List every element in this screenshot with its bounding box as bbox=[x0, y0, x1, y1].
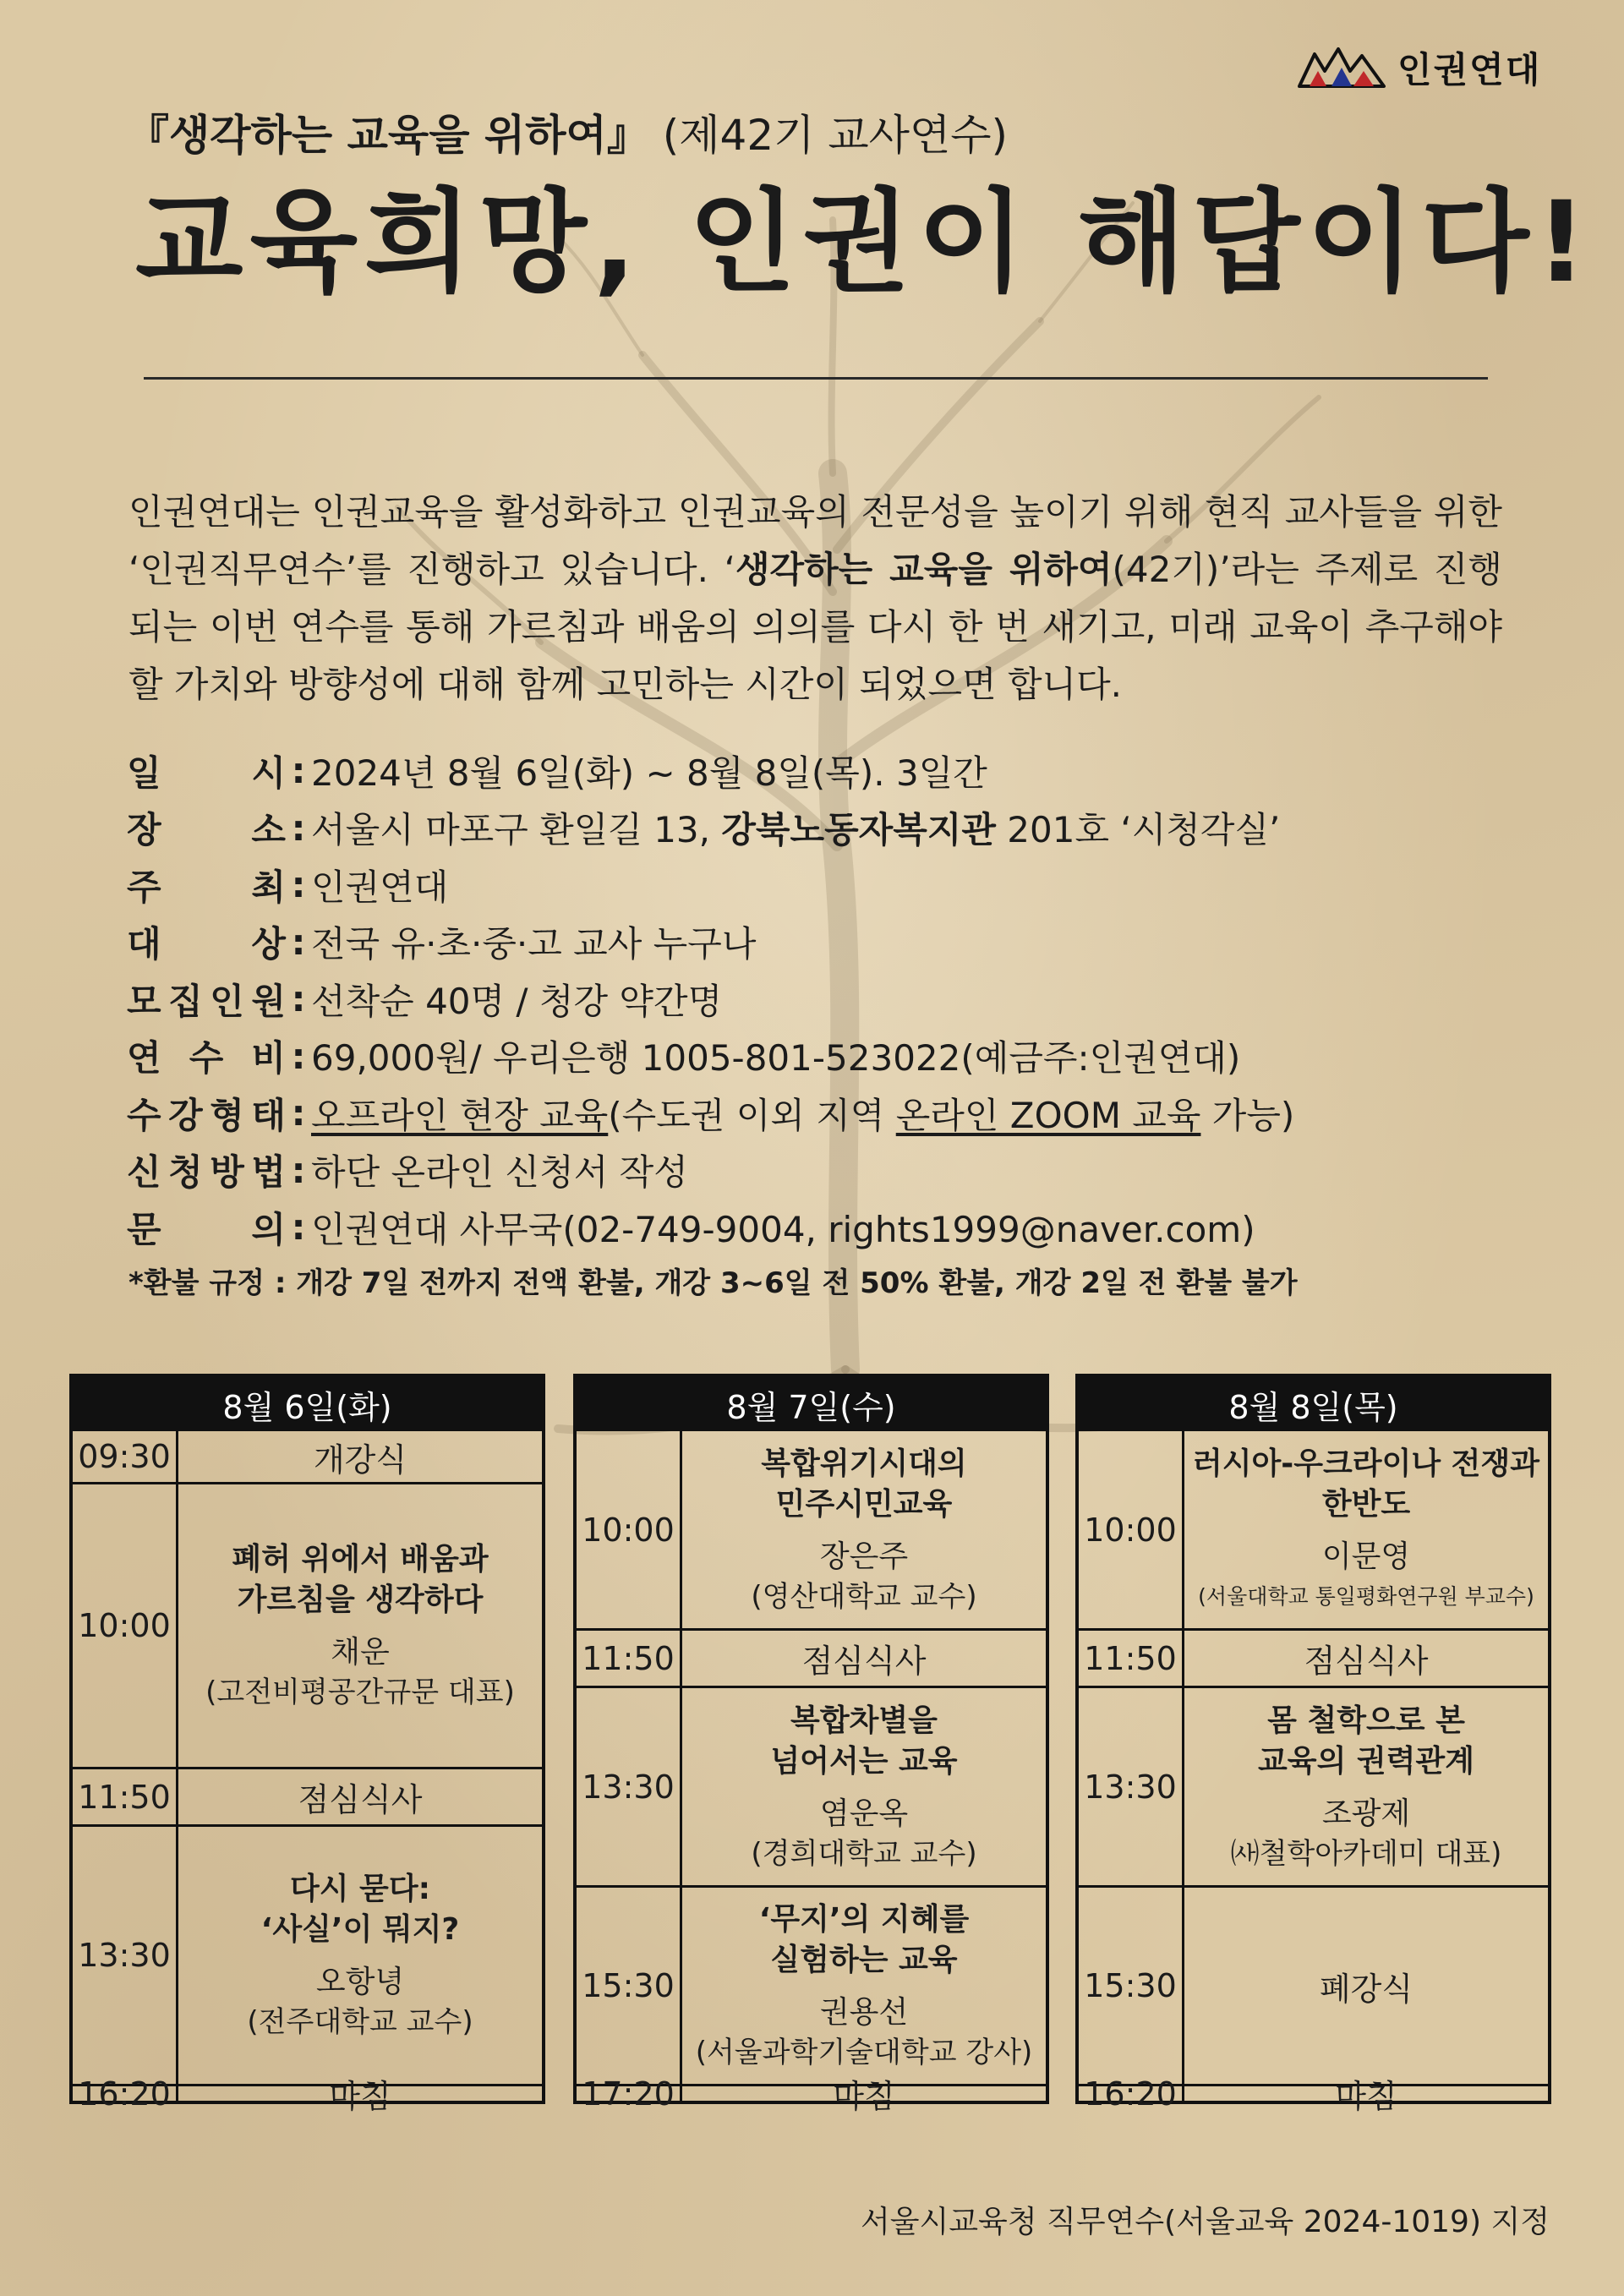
schedule-slot bbox=[1079, 2075, 1548, 2115]
slot-text: 마침 bbox=[1335, 2078, 1397, 2115]
place-venue: 강북노동자복지관 bbox=[721, 809, 996, 851]
mountains-logo-icon bbox=[1298, 46, 1386, 90]
slot-content bbox=[682, 1888, 1046, 2084]
info-label-host bbox=[127, 860, 286, 910]
slot-content bbox=[682, 2078, 1046, 2115]
slot-text: 마침 bbox=[833, 2078, 895, 2115]
session-title-line2: 교육의 권력관계 bbox=[1258, 1743, 1474, 1779]
session-speaker: 조광제 bbox=[1321, 1796, 1411, 1831]
slot-content bbox=[178, 1484, 542, 1767]
slot-time: 15:30 bbox=[1079, 1888, 1184, 2084]
info-colon: : bbox=[291, 864, 306, 906]
slot-content bbox=[1184, 1431, 1548, 1628]
session-title-line1: 복합위기시대의 bbox=[761, 1446, 967, 1481]
slot-text: 점심식사 bbox=[298, 1781, 423, 1818]
intro-bold: 생각하는 교육을 위하여 bbox=[735, 549, 1113, 590]
schedule-slot bbox=[1079, 1431, 1548, 1628]
info-label-char: 청 bbox=[168, 1151, 203, 1194]
session-title-line1: 복합차별을 bbox=[790, 1703, 938, 1738]
info-colon: : bbox=[291, 750, 306, 792]
format-region: (수도권 이외 지역 bbox=[608, 1094, 896, 1136]
info-label-char: 인 bbox=[210, 980, 244, 1022]
info-label-char: 소 bbox=[251, 809, 286, 851]
intro-part1: 인권연대는 인권교육을 활성화하고 인권교육의 전문성을 높이기 위해 현직 교사들을 위한 ‘인권직무연수’를 진행하고 있습니다. ‘ bbox=[128, 491, 1502, 590]
slot-content bbox=[178, 1827, 542, 2084]
schedule-slot bbox=[577, 1628, 1046, 1686]
session-title-line1: ‘무지’의 지혜를 bbox=[758, 1902, 970, 1937]
info-label-char: 연 bbox=[127, 1037, 161, 1080]
session-speaker: 장은주 bbox=[819, 1539, 909, 1574]
info-row-recruit bbox=[127, 970, 1522, 1028]
info-label-char: 신 bbox=[127, 1151, 161, 1194]
slot-time: 10:00 bbox=[1079, 1431, 1184, 1628]
slot-time: 17:20 bbox=[577, 2086, 682, 2101]
session-title-line2: 실험하는 교육 bbox=[770, 1943, 958, 1977]
slot-time: 10:00 bbox=[73, 1484, 178, 1767]
brand-logo bbox=[1298, 44, 1568, 91]
session-affiliation: (서울대학교 통일평화연구원 부교수) bbox=[1198, 1583, 1534, 1609]
info-label-target bbox=[127, 916, 286, 967]
logo-text: 인권연대 bbox=[1397, 49, 1542, 90]
day-header: 8월 7일(수) bbox=[577, 1377, 1046, 1431]
session-title-line2: ‘사실’이 뭐지? bbox=[260, 1912, 460, 1947]
info-row-host bbox=[127, 856, 1522, 914]
info-value-place bbox=[311, 802, 1280, 853]
slot-content bbox=[682, 1431, 1046, 1628]
info-label-recruit bbox=[127, 974, 286, 1025]
info-label-char: 의 bbox=[251, 1208, 286, 1250]
session-affiliation: (전주대학교 교수) bbox=[247, 2005, 473, 2039]
intro-paragraph bbox=[128, 484, 1502, 713]
schedule-slot bbox=[577, 2075, 1046, 2115]
session-speaker: 채운 bbox=[331, 1635, 390, 1670]
info-value-apply: 하단 온라인 신청서 작성 bbox=[311, 1151, 688, 1194]
slot-text: 폐강식 bbox=[1319, 1970, 1413, 2008]
slot-content bbox=[1184, 1888, 1548, 2084]
session-title-line1: 폐허 위에서 배움과 bbox=[232, 1542, 489, 1577]
schedule-slot bbox=[1079, 1885, 1548, 2084]
info-label-char: 수 bbox=[127, 1094, 161, 1136]
info-list bbox=[127, 742, 1522, 1256]
info-value-host: 인권연대 bbox=[311, 866, 449, 908]
format-offline: 오프라인 현장 교육 bbox=[311, 1094, 609, 1136]
info-row-format bbox=[127, 1085, 1522, 1142]
slot-time: 15:30 bbox=[577, 1888, 682, 2084]
info-label-char: 태 bbox=[251, 1094, 286, 1136]
info-label-format bbox=[127, 1088, 286, 1139]
subtitle-edition: (제42기 교사연수) bbox=[648, 111, 1009, 160]
info-row-date bbox=[127, 742, 1522, 800]
info-label-char: 모 bbox=[127, 980, 161, 1022]
session-affiliation: ㈔철학아카데미 대표) bbox=[1230, 1836, 1502, 1871]
place-room: 201호 ‘시청각실’ bbox=[995, 809, 1281, 851]
schedule-day-1 bbox=[69, 1374, 545, 2115]
slot-time: 11:50 bbox=[73, 1769, 178, 1824]
info-label-char: 장 bbox=[127, 809, 161, 851]
info-label-apply bbox=[127, 1145, 286, 1195]
info-label-fee bbox=[127, 1030, 286, 1081]
subtitle-series: 『생각하는 교육을 위하여』 bbox=[127, 111, 649, 160]
slot-content bbox=[178, 2078, 542, 2115]
schedule-slot bbox=[577, 1431, 1046, 1628]
info-label-place bbox=[127, 802, 286, 853]
info-value-contact: 인권연대 사무국(02-749-9004, rights1999@naver.com) bbox=[311, 1208, 1255, 1250]
info-label-char: 방 bbox=[210, 1151, 244, 1194]
session-title-line2: 한반도 bbox=[1321, 1486, 1411, 1522]
info-row-apply bbox=[127, 1142, 1522, 1200]
slot-time: 09:30 bbox=[73, 1431, 178, 1482]
slot-content bbox=[178, 1769, 542, 1824]
slot-text: 점심식사 bbox=[1304, 1643, 1429, 1680]
schedule-slot bbox=[73, 1824, 542, 2084]
slot-time: 16:20 bbox=[1079, 2086, 1184, 2101]
session-affiliation: (영산대학교 교수) bbox=[751, 1579, 977, 1614]
info-label-char: 집 bbox=[168, 980, 203, 1022]
headline: 교육희망, 인권이 해답이다! bbox=[135, 178, 1594, 308]
slot-content bbox=[682, 1688, 1046, 1885]
info-label-char: 시 bbox=[251, 752, 286, 794]
info-colon: : bbox=[291, 806, 306, 849]
day-body bbox=[1079, 1431, 1548, 2115]
schedule-slot bbox=[577, 1885, 1046, 2084]
info-value-target: 전국 유·초·중·고 교사 누구나 bbox=[311, 923, 757, 965]
slot-time: 16:20 bbox=[73, 2086, 178, 2101]
info-label-char: 상 bbox=[251, 923, 286, 965]
info-row-place bbox=[127, 800, 1522, 857]
info-colon: : bbox=[291, 1035, 306, 1077]
place-address: 서울시 마포구 환일길 13, bbox=[311, 809, 722, 851]
info-label-char: 대 bbox=[127, 923, 161, 965]
info-label-contact bbox=[127, 1202, 286, 1253]
day-body bbox=[73, 1431, 542, 2115]
info-row-fee bbox=[127, 1028, 1522, 1085]
info-label-char: 형 bbox=[210, 1094, 244, 1136]
schedule-slot bbox=[1079, 1686, 1548, 1885]
schedule-day-2 bbox=[573, 1374, 1049, 2115]
footer-accreditation: 서울시교육청 직무연수(서울교육 2024-1019) 지정 bbox=[860, 2205, 1550, 2239]
slot-time: 10:00 bbox=[577, 1431, 682, 1628]
session-title-line1: 다시 묻다: bbox=[289, 1872, 431, 1906]
info-label-char: 비 bbox=[251, 1037, 286, 1080]
info-label-char: 일 bbox=[127, 752, 161, 794]
format-possible: 가능) bbox=[1200, 1094, 1295, 1136]
session-affiliation: (고전비평공간규문 대표) bbox=[205, 1676, 515, 1709]
schedule-slot bbox=[73, 1767, 542, 1824]
session-speaker: 오항녕 bbox=[315, 1965, 405, 1999]
slot-time: 11:50 bbox=[577, 1631, 682, 1686]
day-header: 8월 6일(화) bbox=[73, 1377, 542, 1431]
session-title-line1: 몸 철학으로 본 bbox=[1267, 1703, 1465, 1738]
session-speaker: 이문영 bbox=[1321, 1539, 1411, 1574]
session-affiliation: (서울과학기술대학교 강사) bbox=[695, 2036, 1033, 2069]
info-colon: : bbox=[291, 1092, 306, 1134]
session-speaker: 권용선 bbox=[819, 1995, 909, 2030]
session-title-line2: 넘어서는 교육 bbox=[770, 1743, 958, 1779]
schedule-day-3 bbox=[1075, 1374, 1551, 2115]
info-value-fee: 69,000원/ 우리은행 1005-801-523022(예금주:인권연대) bbox=[311, 1037, 1241, 1080]
format-online: 온라인 ZOOM 교육 bbox=[895, 1094, 1201, 1136]
schedule-slot bbox=[73, 2075, 542, 2115]
slot-text: 마침 bbox=[329, 2078, 391, 2115]
schedule-slot bbox=[73, 1431, 542, 1482]
slot-time: 11:50 bbox=[1079, 1631, 1184, 1686]
day-body bbox=[577, 1431, 1046, 2115]
schedule-slot bbox=[577, 1686, 1046, 1885]
session-title-line1: 러시아-우크라이나 전쟁과 bbox=[1192, 1446, 1539, 1481]
info-label-date bbox=[127, 746, 286, 796]
info-label-char: 주 bbox=[127, 866, 161, 908]
info-colon: : bbox=[291, 978, 306, 1020]
slot-time: 13:30 bbox=[73, 1827, 178, 2084]
session-title-line2: 민주시민교육 bbox=[775, 1486, 953, 1522]
slot-content bbox=[178, 1431, 542, 1482]
info-label-char: 강 bbox=[168, 1094, 203, 1136]
session-speaker: 염운옥 bbox=[819, 1796, 909, 1831]
subtitle bbox=[127, 101, 1008, 162]
info-value-date: 2024년 8월 6일(화) ~ 8월 8일(목). 3일간 bbox=[311, 752, 987, 794]
info-label-char: 최 bbox=[251, 866, 286, 908]
info-row-target bbox=[127, 914, 1522, 971]
schedule-slot bbox=[1079, 1628, 1548, 1686]
slot-time: 13:30 bbox=[1079, 1688, 1184, 1885]
info-label-char: 수 bbox=[189, 1037, 224, 1080]
day-header: 8월 8일(목) bbox=[1079, 1377, 1548, 1431]
info-label-char: 법 bbox=[251, 1151, 286, 1194]
info-label-char: 원 bbox=[251, 980, 286, 1022]
info-colon: : bbox=[291, 1206, 306, 1249]
info-colon: : bbox=[291, 1149, 306, 1191]
slot-content bbox=[682, 1631, 1046, 1686]
session-title-line2: 가르침을 생각하다 bbox=[237, 1583, 484, 1617]
slot-text: 개강식 bbox=[313, 1440, 407, 1479]
session-affiliation: (경희대학교 교수) bbox=[751, 1836, 977, 1871]
schedule-slot bbox=[73, 1482, 542, 1767]
info-row-contact bbox=[127, 1199, 1522, 1256]
slot-time: 13:30 bbox=[577, 1688, 682, 1885]
intro-part2: (42기)’라는 주제로 진행되는 이번 연수를 통해 가르침과 배움의 의의를 다시 한 번 새기고, 미래 교육이 추구해야할 가치와 방향성에 대해 함께 고민하는 시간이 되었으면 합니다. bbox=[128, 549, 1502, 705]
slot-content bbox=[1184, 2078, 1548, 2115]
info-value-recruit: 선착순 40명 / 청강 약간명 bbox=[311, 980, 723, 1022]
info-colon: : bbox=[291, 921, 306, 963]
slot-text: 점심식사 bbox=[801, 1643, 927, 1680]
slot-content bbox=[1184, 1631, 1548, 1686]
info-value-format bbox=[311, 1088, 1294, 1139]
headline-divider bbox=[144, 377, 1488, 380]
info-label-char: 문 bbox=[127, 1208, 161, 1250]
slot-content bbox=[1184, 1688, 1548, 1885]
refund-policy: *환불 규정 : 개강 7일 전까지 전액 환불, 개강 3~6일 전 50% 환불, 개강 2일 전 환불 불가 bbox=[128, 1266, 1298, 1300]
